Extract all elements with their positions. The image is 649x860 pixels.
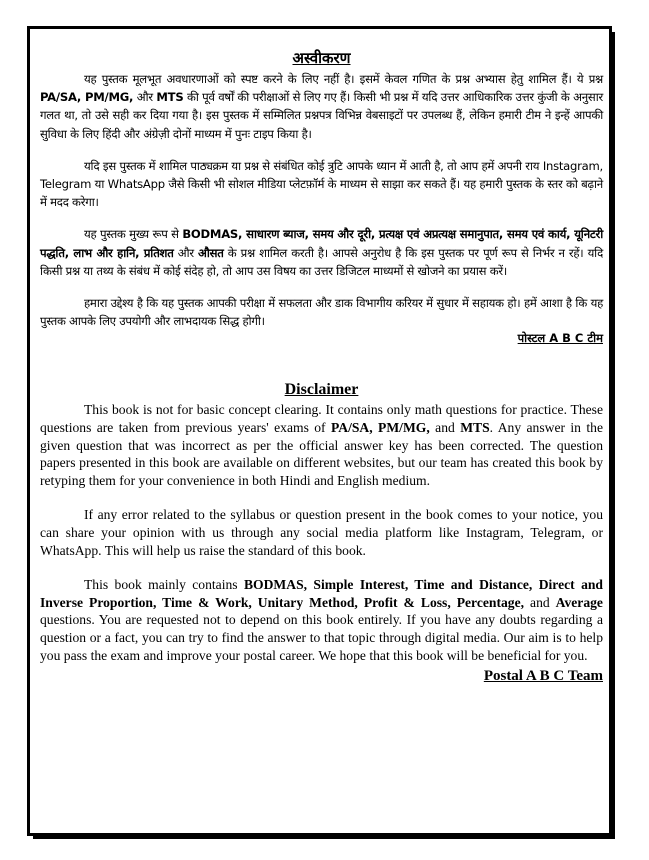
- text-run: and: [429, 420, 461, 436]
- bold-text: औसत: [198, 245, 224, 260]
- hindi-section: [40, 48, 603, 346]
- bold-text: BODMAS, साधारण ब्याज, समय और दूरी, प्रत्यक्ष एवं अप्रत्यक्ष समानुपात, समय एवं कार्य, यूनिटरी पद्धति, लाभ और हानि, प्रतिशत: [40, 227, 603, 260]
- text-run: यह पुस्तक मूलभूत अवधारणाओं को स्पष्ट करने के लिए नहीं है। इसमें केवल गणित के प्रश्न अभ्यास हेतु शामिल हैं। ये प्रश्न: [84, 72, 603, 86]
- hindi-paragraph-3: [40, 225, 603, 280]
- text-run: और: [173, 245, 199, 260]
- english-title: Disclaimer: [284, 381, 359, 399]
- text-run: questions. You are requested not to depend on this book entirely. If you have any doubts regarding a question or a fact, you can try to find the answer to that topic through digital media. Our aim is to help you pass the exam and improve your postal career. We hope that this book will be beneficial for you.: [40, 612, 603, 663]
- bold-text: BODMAS, Simple Interest, Time and Distance, Direct and Inverse Proportion, Time & Work, Unitary Method, Profit & Loss, Percentage,: [40, 577, 603, 610]
- bold-text: MTS: [156, 90, 184, 105]
- text-run: This book mainly contains: [84, 577, 244, 593]
- text-run: . Any answer in the given question that was incorrect as per the official answer key has been corrected. The question papers presented in this book are available on different websites, but our team has created this book by retyping them for your convenience in both Hindi and English medium.: [40, 420, 603, 488]
- text-run: यदि इस पुस्तक में शामिल पाठ्यक्रम या प्रश्न से संबंधित कोई त्रुटि आपके ध्यान में आती है, तो आप हमें अपनी राय Instagram, Telegram या WhatsApp जैसे किसी भी सोशल मीडिया प्लेटफ़ॉर्म के माध्यम से साझा कर सकते हैं। यह हमारी पुस्तक के स्तर को बढ़ाने में मदद करेगा।: [40, 158, 603, 210]
- hindi-paragraph-1: [40, 70, 603, 143]
- disclaimer-content: [40, 48, 603, 686]
- bold-text: PA/SA, PM/MG,: [330, 420, 430, 436]
- text-run: के प्रश्न शामिल करती है। आपसे अनुरोध है कि इस पुस्तक पर पूर्ण रूप से निर्भर न रहें। यदि किसी प्रश्न या तथ्य के संबंध में कोई संदेह हो, तो आप उस विषय का उत्तर डिजिटल माध्यमों से खोजने का प्रयास करें।: [40, 245, 604, 278]
- text-run: This book is not for basic concept clearing. It contains only math questions for practice. These questions are taken from previous years' exams of: [40, 402, 603, 436]
- text-run: और: [133, 90, 157, 105]
- text-run: If any error related to the syllabus or question present in the book comes to your notice, you can share your opinion with us through any social media platform like Instagram, Telegram, or WhatsApp. This will help us raise the standard of this book.: [40, 507, 603, 558]
- hindi-paragraph-2: [40, 157, 603, 212]
- english-section: [40, 380, 603, 686]
- english-paragraph-1: [40, 401, 603, 489]
- english-signature: Postal A B C Team: [483, 668, 603, 685]
- text-run: की पूर्व वर्षों की परीक्षाओं से लिए गए हैं। किसी भी प्रश्न में यदि उत्तर आधिकारिक उत्तर कुंजी के अनुसार गलत था, तो उसे सही कर दिया गया है। इस पुस्तक में सम्मिलित प्रश्नपत्र विभिन्न वेबसाइटों पर उपलब्ध हैं, लेकिन हमारी टीम ने इन्हें आपकी सुविधा के लिए हिंदी और अंग्रेज़ी दोनों माध्यम में पुनः टाइप किया है।: [40, 90, 603, 141]
- hindi-paragraph-4: [40, 294, 603, 330]
- english-paragraph-2: [40, 506, 603, 559]
- hindi-title: अस्वीकरण: [292, 49, 351, 67]
- bold-text: PA/SA, PM/MG,: [40, 90, 134, 105]
- english-paragraph-3: [40, 576, 603, 664]
- text-run: यह पुस्तक मुख्य रूप से: [84, 227, 183, 242]
- text-run: हमारा उद्देश्य है कि यह पुस्तक आपकी परीक्षा में सफलता और डाक विभागीय करियर में सुधार में सहायक हो। हमें आशा है कि यह पुस्तक आपके लिए उपयोगी और लाभदायक सिद्ध होगी।: [40, 296, 603, 329]
- text-run: and: [524, 594, 556, 610]
- bold-text: Average: [555, 594, 603, 610]
- hindi-signature: पोस्टल A B C टीम: [517, 331, 603, 346]
- bold-text: MTS: [460, 420, 490, 436]
